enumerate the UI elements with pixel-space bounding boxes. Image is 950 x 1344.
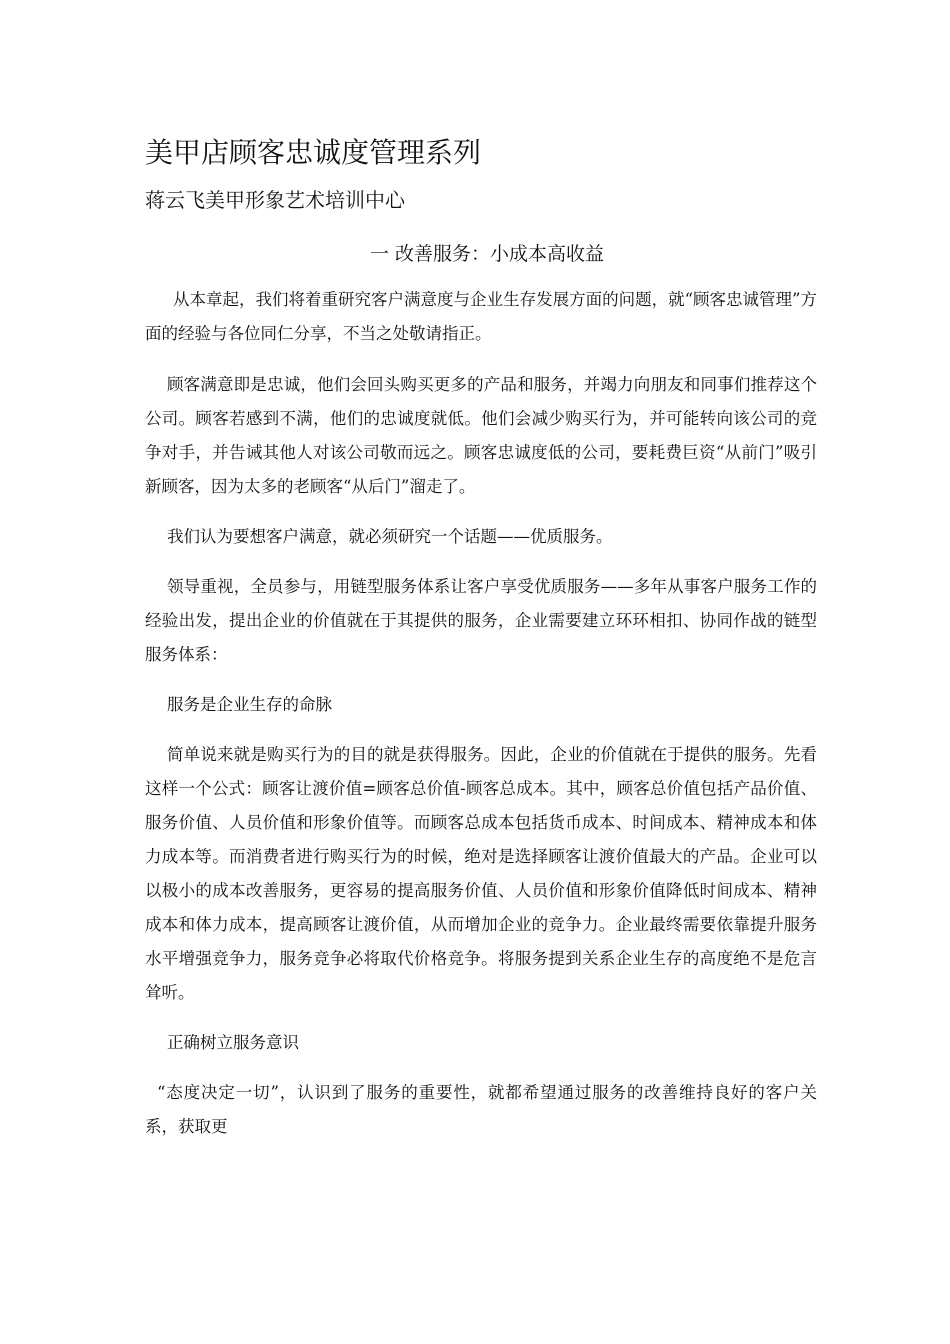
subheading-service-awareness: 正确树立服务意识 (167, 1033, 299, 1052)
paragraph-intro: 从本章起，我们将着重研究客户满意度与企业生存发展方面的问题，就“顾客忠诚管理”方面的经验与各位同仁分享，不当之处敬请指正。 (145, 290, 817, 343)
document-body (145, 283, 817, 1144)
paragraph-quality-service: 我们认为要想客户满意，就必须研究一个话题——优质服务。 (167, 527, 613, 546)
paragraph-customer-value: 简单说来就是购买行为的目的就是获得服务。因此，企业的价值就在于提供的服务。先看这样一个公式：顾客让渡价值=顾客总价值-顾客总成本。其中，顾客总价值包括产品价值、服务价值、人员价值和形象价值等。而顾客总成本包括货币成本、时间成本、精神成本和体力成本等。而消费者进行购买行为的时候，绝对是选择顾客让渡价值最大的产品。企业可以以极小的成本改善服务，更容易的提高服务价值、人员价值和形象价值降低时间成本、精神成本和体力成本，提高顾客让渡价值，从而增加企业的竞争力。企业最终需要依靠提升服务水平增强竞争力，服务竞争必将取代价格竞争。将服务提到关系企业生存的高度绝不是危言耸听。 (145, 745, 817, 1002)
document-subtitle: 蒋云飞美甲形象艺术培训中心 (145, 188, 405, 212)
document-title: 美甲店顾客忠诚度管理系列 (145, 136, 482, 169)
paragraph-attitude: “态度决定一切”，认识到了服务的重要性，就都希望通过服务的改善维持良好的客户关系，获取更 (145, 1083, 817, 1136)
subheading-service-lifeline: 服务是企业生存的命脉 (167, 695, 332, 714)
paragraph-leadership: 领导重视，全员参与，用链型服务体系让客户享受优质服务——多年从事客户服务工作的经验出发，提出企业的价值就在于其提供的服务，企业需要建立环环相扣、协同作战的链型服务体系： (145, 577, 817, 664)
paragraph-loyalty: 顾客满意即是忠诚，他们会回头购买更多的产品和服务，并竭力向朋友和同事们推荐这个公司。顾客若感到不满，他们的忠诚度就低。他们会减少购买行为，并可能转向该公司的竞争对手，并告诫其他人对该公司敬而远之。顾客忠诚度低的公司，要耗费巨资“从前门”吸引新顾客，因为太多的老顾客“从后门”溜走了。 (145, 375, 817, 496)
section-heading: 一 改善服务：小成本高收益 (370, 243, 605, 265)
